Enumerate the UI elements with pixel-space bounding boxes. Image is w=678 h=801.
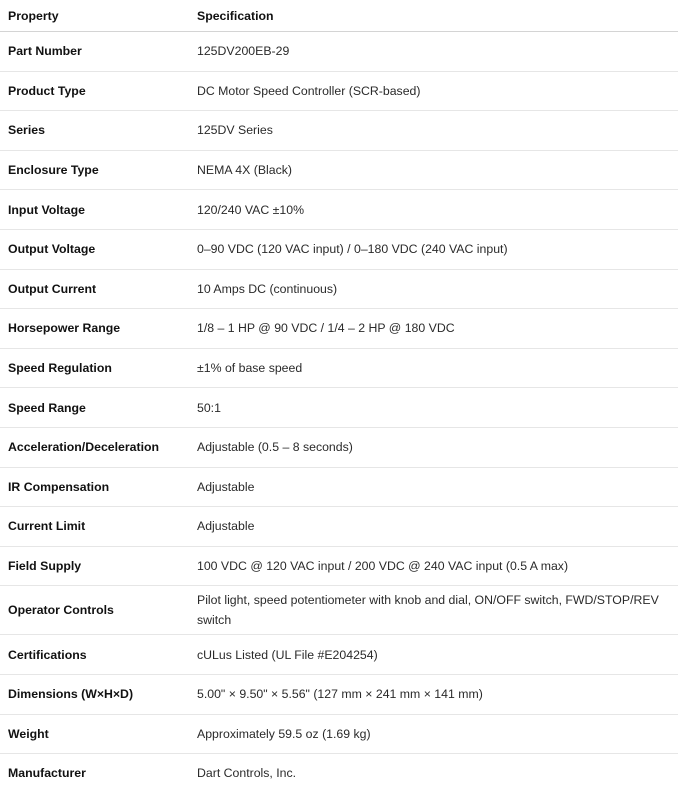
property-cell: Part Number bbox=[0, 32, 189, 72]
property-cell: Speed Regulation bbox=[0, 348, 189, 388]
column-header-property: Property bbox=[0, 0, 189, 32]
specification-cell: 125DV Series bbox=[189, 111, 678, 151]
specification-cell: NEMA 4X (Black) bbox=[189, 150, 678, 190]
table-row bbox=[0, 190, 678, 230]
table-row bbox=[0, 309, 678, 349]
property-cell: IR Compensation bbox=[0, 467, 189, 507]
table-row bbox=[0, 32, 678, 72]
table-row bbox=[0, 674, 678, 714]
property-cell: Field Supply bbox=[0, 546, 189, 586]
table-row bbox=[0, 150, 678, 190]
specification-cell: 120/240 VAC ±10% bbox=[189, 190, 678, 230]
property-cell: Current Limit bbox=[0, 507, 189, 547]
specification-cell: 125DV200EB-29 bbox=[189, 32, 678, 72]
table-header-row bbox=[0, 0, 678, 32]
specification-cell: Approximately 59.5 oz (1.69 kg) bbox=[189, 714, 678, 754]
table-row bbox=[0, 754, 678, 793]
property-cell: Certifications bbox=[0, 635, 189, 675]
specification-cell: 10 Amps DC (continuous) bbox=[189, 269, 678, 309]
table-row bbox=[0, 71, 678, 111]
table-row bbox=[0, 467, 678, 507]
property-cell: Input Voltage bbox=[0, 190, 189, 230]
property-cell: Speed Range bbox=[0, 388, 189, 428]
specification-cell: 50:1 bbox=[189, 388, 678, 428]
property-cell: Acceleration/Deceleration bbox=[0, 427, 189, 467]
table-row bbox=[0, 507, 678, 547]
specification-cell: Adjustable bbox=[189, 467, 678, 507]
table-row bbox=[0, 586, 678, 635]
property-cell: Output Voltage bbox=[0, 229, 189, 269]
specification-cell: ±1% of base speed bbox=[189, 348, 678, 388]
table-row bbox=[0, 388, 678, 428]
table-row bbox=[0, 229, 678, 269]
table-row bbox=[0, 111, 678, 151]
specification-cell: 1/8 – 1 HP @ 90 VDC / 1/4 – 2 HP @ 180 VDC bbox=[189, 309, 678, 349]
property-cell: Operator Controls bbox=[0, 586, 189, 635]
property-cell: Enclosure Type bbox=[0, 150, 189, 190]
specification-cell: 0–90 VDC (120 VAC input) / 0–180 VDC (240 VAC input) bbox=[189, 229, 678, 269]
table-row bbox=[0, 714, 678, 754]
property-cell: Manufacturer bbox=[8, 766, 86, 781]
specification-cell: 5.00" × 9.50" × 5.56" (127 mm × 241 mm × 141 mm) bbox=[189, 674, 678, 714]
specification-cell: 100 VDC @ 120 VAC input / 200 VDC @ 240 VAC input (0.5 A max) bbox=[189, 546, 678, 586]
table-row bbox=[0, 269, 678, 309]
property-cell: Product Type bbox=[0, 71, 189, 111]
property-cell: Dimensions (W×H×D) bbox=[0, 674, 189, 714]
specification-cell: cULus Listed (UL File #E204254) bbox=[189, 635, 678, 675]
column-header-specification: Specification bbox=[189, 0, 678, 32]
property-cell: Output Current bbox=[0, 269, 189, 309]
table-row bbox=[0, 348, 678, 388]
specification-cell: Adjustable bbox=[189, 507, 678, 547]
property-cell: Horsepower Range bbox=[0, 309, 189, 349]
table-row bbox=[0, 546, 678, 586]
specification-cell: Adjustable (0.5 – 8 seconds) bbox=[189, 427, 678, 467]
specification-cell: DC Motor Speed Controller (SCR-based) bbox=[189, 71, 678, 111]
table-row bbox=[0, 427, 678, 467]
table-row bbox=[0, 635, 678, 675]
specification-cell: Pilot light, speed potentiometer with knob and dial, ON/OFF switch, FWD/STOP/REV switch bbox=[189, 586, 678, 635]
property-cell: Weight bbox=[0, 714, 189, 754]
property-cell: Series bbox=[0, 111, 189, 151]
specification-cell: Dart Controls, Inc. bbox=[197, 766, 297, 781]
